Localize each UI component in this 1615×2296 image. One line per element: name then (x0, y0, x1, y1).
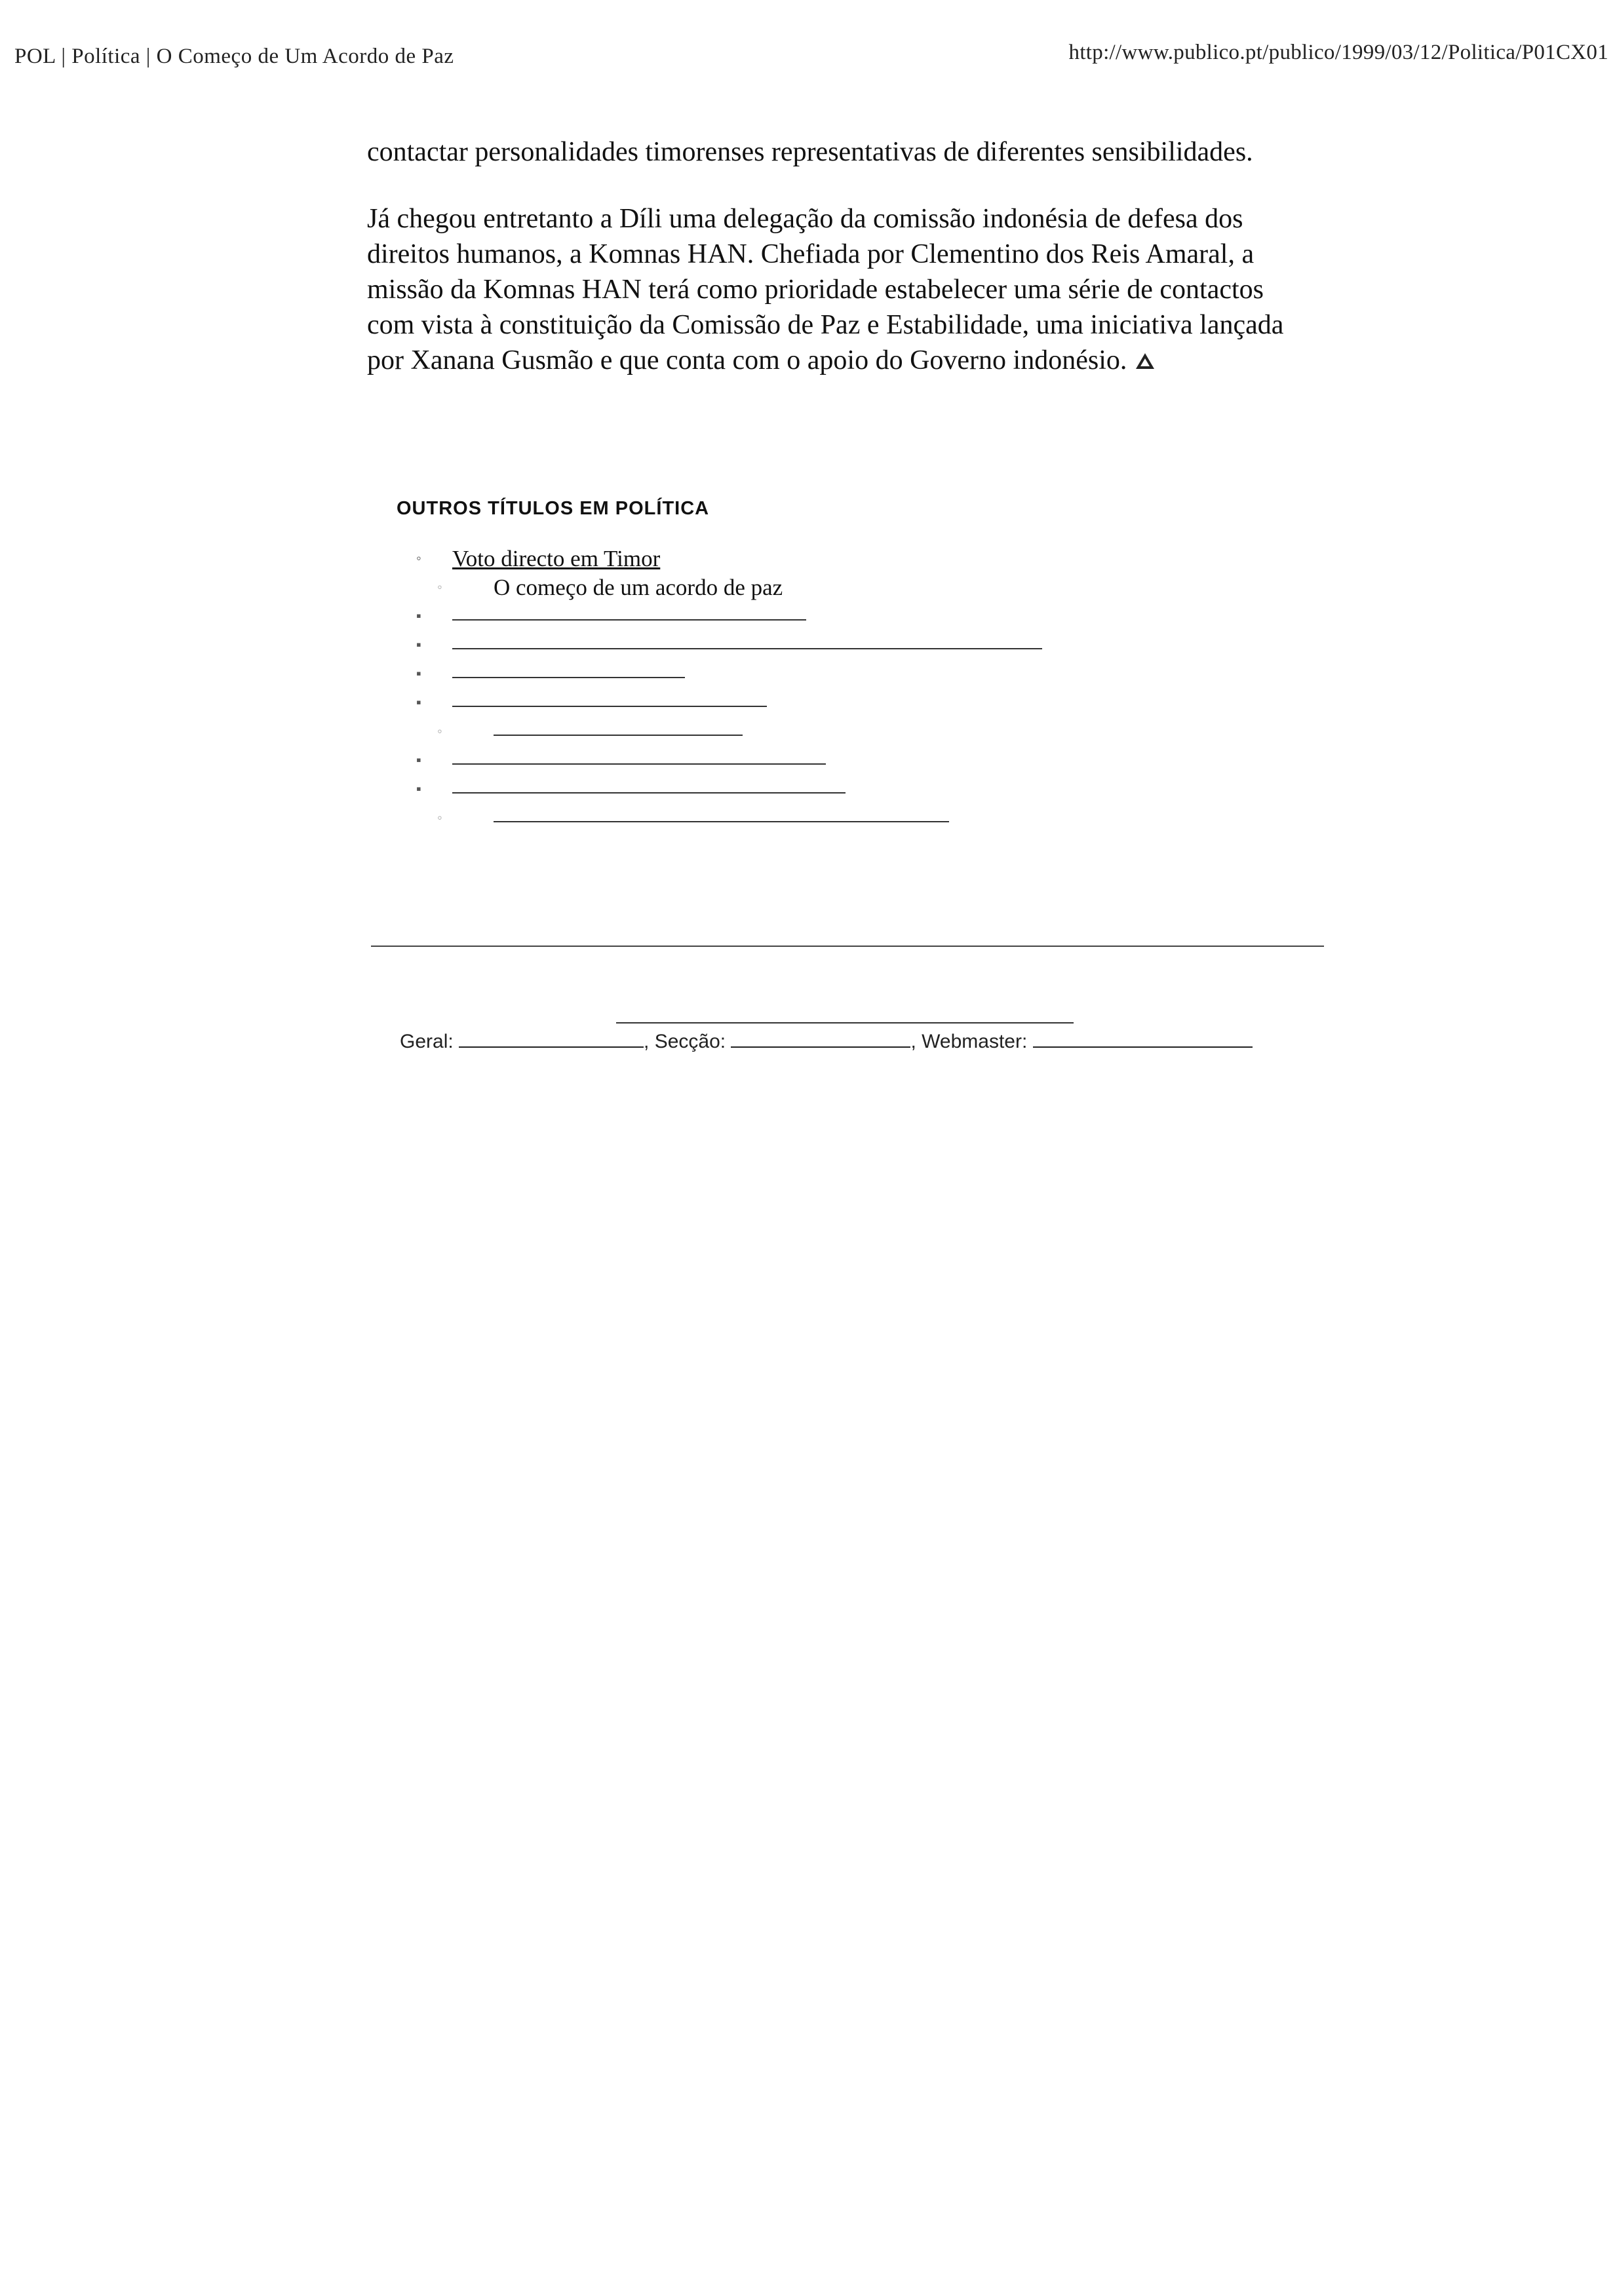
article-link-placeholder[interactable] (452, 677, 685, 678)
article-link[interactable]: Voto directo em Timor (452, 546, 661, 571)
list-item[interactable] (397, 690, 1183, 719)
bullet-icon: ◦ (416, 550, 421, 566)
webmaster-email-link[interactable] (1033, 1031, 1253, 1048)
footer-contacts (400, 1031, 1253, 1053)
bullet-icon: ▪ (416, 665, 421, 681)
page-url: http://www.publico.pt/publico/1999/03/12/Politica/P01CX01 (1068, 41, 1608, 64)
geral-email-link[interactable] (459, 1031, 644, 1048)
footer-link-rule[interactable] (616, 1022, 1074, 1024)
article-paragraph-text: Já chegou entretanto a Díli uma delegação da comissão indonésia de defesa dos direitos humanos, a Komnas HAN. Chefiada por Clementino dos Reis Amaral, a missão da Komnas HAN terá como prioridade estabelecer uma série de contactos com vista à constituição da Comissão de Paz e Estabilidade, uma iniciativa lançada por Xanana Gusmão e que conta com o apoio do Governo indonésio. (367, 204, 1284, 375)
list-item[interactable] (397, 748, 1183, 776)
section-divider (371, 946, 1324, 947)
list-item[interactable] (397, 632, 1183, 661)
bullet-icon: ▪ (416, 780, 421, 797)
article-link-placeholder[interactable] (494, 821, 949, 822)
list-item (397, 575, 1183, 603)
print-header (14, 41, 1608, 73)
article-link-placeholder[interactable] (452, 763, 826, 765)
article-link-placeholder[interactable] (494, 735, 743, 736)
other-titles-list (397, 546, 1183, 834)
geral-label: Geral: (400, 1031, 454, 1052)
list-item[interactable] (397, 603, 1183, 632)
article-link-placeholder[interactable] (452, 706, 767, 707)
article-link-placeholder[interactable] (452, 792, 846, 794)
bullet-icon: ▪ (416, 694, 421, 710)
bullet-icon: ◦ (437, 723, 442, 739)
article-body (367, 134, 1317, 410)
bullet-icon: ▪ (416, 607, 421, 624)
list-item[interactable] (397, 805, 1183, 834)
bullet-icon: ◦ (437, 579, 442, 595)
current-article-label: O começo de um acordo de paz (494, 575, 783, 600)
article-link-placeholder[interactable] (452, 619, 806, 621)
article-link-placeholder[interactable] (452, 648, 1042, 649)
other-titles-section (397, 498, 1183, 834)
page-title: POL | Política | O Começo de Um Acordo de Paz (14, 45, 454, 68)
other-titles-heading: OUTROS TÍTULOS EM POLÍTICA (397, 498, 710, 519)
list-item[interactable] (397, 776, 1183, 805)
bullet-icon: ◦ (437, 809, 442, 826)
list-item[interactable] (397, 719, 1183, 748)
webmaster-label: , Webmaster: (910, 1031, 1028, 1052)
article-paragraph: contactar personalidades timorenses representativas de diferentes sensibilidades. (367, 137, 1253, 167)
seccao-email-link[interactable] (731, 1031, 910, 1048)
list-item[interactable] (397, 661, 1183, 690)
back-to-top-icon[interactable] (1135, 344, 1156, 362)
bullet-icon: ▪ (416, 752, 421, 768)
article-paragraph (367, 201, 1317, 378)
list-item[interactable] (397, 546, 1183, 575)
bullet-icon: ▪ (416, 636, 421, 653)
seccao-label: , Secção: (644, 1031, 726, 1052)
